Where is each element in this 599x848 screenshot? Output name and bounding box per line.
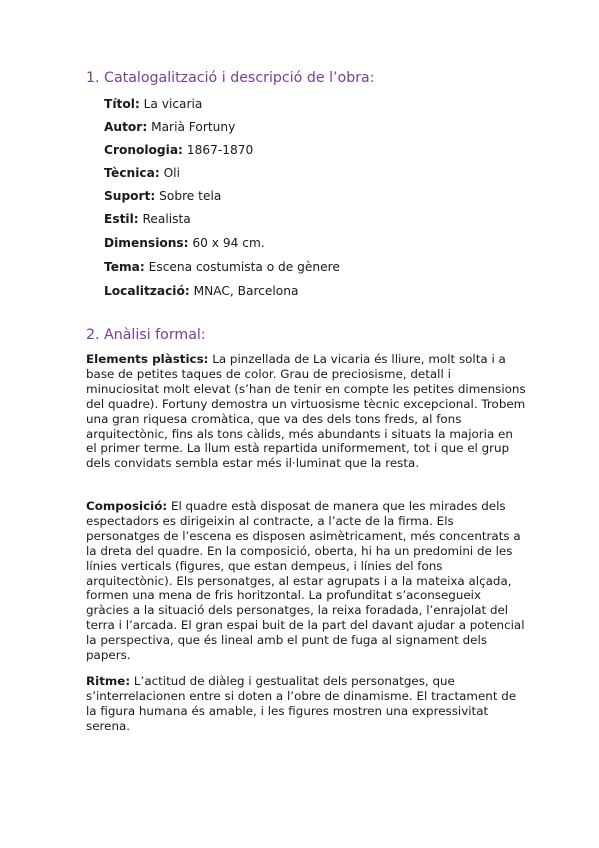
field-label: Localització: — [104, 284, 190, 298]
paragraph-text: El quadre està disposat de manera que les mirades dels espectadors es dirigeixin al contracte, a l’acte de la firma. Els personatges de l’escena es disposen asimètricament, més concentrats a la dreta del quadre. En la composició, oberta, hi ha un predomini de les línies verticals (figures, que estan dempeus, i línies del fons arquitectònic). Els personatges, al estar agrupats i a la mateixa alçada, formen una mena de fris horitzontal. La profunditat s’aconsegueix gràcies a la situació dels personatges, la reixa foradada, l’enrajolat del terra i l’arcada. El gran espai buit de la part del davant ajudar a potencial la perspectiva, que és lineal amb el punt de fuga al signament dels papers. — [86, 499, 525, 663]
field-dimensions — [104, 235, 265, 251]
field-value: 1867-1870 — [182, 143, 254, 157]
field-label: Suport: — [104, 189, 156, 203]
field-title — [104, 96, 202, 112]
paragraph-rhythm — [86, 674, 526, 734]
field-location — [104, 283, 298, 299]
field-value: 60 x 94 cm. — [188, 236, 265, 250]
field-chronology — [104, 142, 253, 158]
field-label: Autor: — [104, 120, 148, 134]
paragraph-plastic-elements — [86, 352, 526, 471]
field-label: Títol: — [104, 97, 140, 111]
paragraph-text: L’actitud de diàleg i gestualitat dels personatges, que s’interrelacionen entre si doten a l’obre de dinamisme. El tractament de la figura humana és amable, i les figures mostren una expressivitat serena. — [86, 674, 517, 733]
field-style — [104, 211, 191, 227]
section-heading-formal-analysis: 2. Anàlisi formal: — [86, 327, 206, 343]
field-value: La vicaria — [139, 97, 203, 111]
field-label: Dimensions: — [104, 236, 189, 250]
field-label: Estil: — [104, 212, 139, 226]
field-value: MNAC, Barcelona — [189, 284, 299, 298]
field-value: Escena costumista o de gènere — [144, 260, 340, 274]
field-value: Sobre tela — [155, 189, 222, 203]
section-heading-catalog: 1. Catalogalització i descripció de l’obra: — [86, 70, 375, 86]
field-author — [104, 119, 235, 135]
field-value: Realista — [138, 212, 191, 226]
paragraph-label: Composició: — [86, 499, 168, 513]
field-label: Tècnica: — [104, 166, 160, 180]
field-value: Oli — [159, 166, 180, 180]
paragraph-label: Ritme: — [86, 674, 131, 688]
field-technique — [104, 165, 180, 181]
paragraph-label: Elements plàstics: — [86, 352, 209, 366]
paragraph-composition — [86, 499, 526, 663]
field-support — [104, 188, 221, 204]
field-theme — [104, 259, 340, 275]
paragraph-text: La pinzellada de La vicaria és lliure, molt solta i a base de petites taques de color. Grau de preciosisme, detall i minuciositat molt elevat (s’han de tenir en compte les petites dimensions del quadre). Fortuny demostra un virtuosisme tècnic excepcional. Trobem una gran riquesa cromàtica, que va des dels tons freds, al fons arquitectònic, fins als tons càlids, més abundants i situats la majoria en el primer terme. La llum està repartida uniformement, tot i que el grup dels convidats sembla estar més il·luminat que la resta. — [86, 352, 526, 471]
field-label: Tema: — [104, 260, 145, 274]
field-value: Marià Fortuny — [147, 120, 236, 134]
field-label: Cronologia: — [104, 143, 183, 157]
